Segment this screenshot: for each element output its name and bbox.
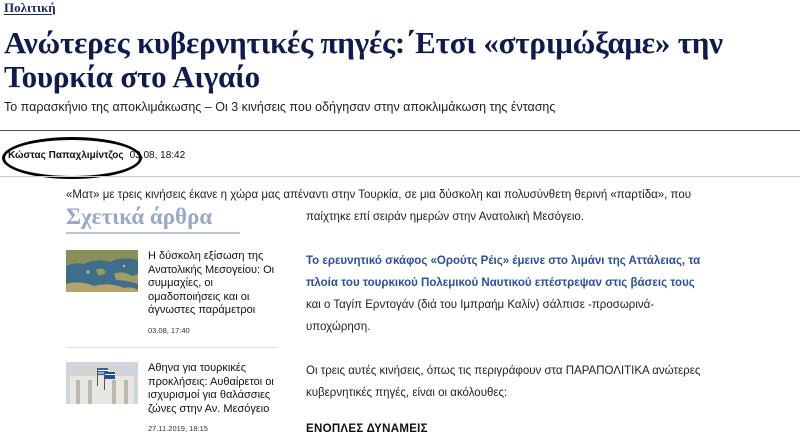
hand-drawn-circle-annotation (2, 137, 142, 179)
category-link[interactable]: Πολιτική (4, 0, 56, 15)
author-name[interactable]: Κώστας Παπαχλιμίντζος (8, 150, 124, 161)
building-flags-thumbnail-icon[interactable] (66, 362, 138, 404)
divider (66, 347, 278, 348)
related-article-date: 03.08, 17:40 (148, 325, 190, 335)
related-articles-heading: Σχετικά άρθρα (66, 204, 213, 229)
body-paragraph: Οι τρεις αυτές κινήσεις, όπως τις περιγράφουν στα ΠΑΡΑΠΟΛΙΤΙΚΑ ανώτερες κυβερνητικές πηγές, είναι οι ακόλουθες: (306, 365, 701, 399)
divider (66, 232, 240, 234)
article-subtitle: Το παρασκήνιο της αποκλιμάκωσης – Οι 3 κινήσεις που οδήγησαν στην αποκλιμάκωση της έντασης (4, 100, 556, 114)
related-article-text[interactable] (148, 250, 280, 337)
body-paragraph (306, 250, 702, 338)
divider (0, 176, 800, 177)
publish-date: 03.08, 18:42 (129, 150, 186, 161)
article-intro-text: «Ματ» με τρεις κινήσεις έκανε η χώρα μας απέναντι στην Τουρκία, σε μια δύσκολη και πολυσύνθετη θερινή «παρτίδα», που (66, 189, 691, 201)
related-article-title[interactable]: Αθηνα για τουρκικές προκλήσεις: Αυθαίρετοι οι ισχυρισμοί για θαλάσσιες ζώνες στην Αν. Μεσόγειο (148, 362, 274, 415)
body-text: και ο Ταγίπ Ερντογάν (διά του Ιμπραήμ Καλίν) σάλπισε -προσωρινά- υποχώρηση. (306, 299, 655, 333)
related-article-text[interactable] (148, 362, 280, 436)
map-thumbnail-icon[interactable] (66, 250, 138, 292)
article-link[interactable]: Το ερευνητικό σκάφος «Ορούτς Ρέις» έμεινε στο λιμάνι της Αττάλειας, τα πλοία του τουρκικού Πολεμικού Ναυτικού επέστρεψαν στις βάσεις τους (306, 255, 701, 289)
divider (0, 130, 800, 131)
article-headline: Ανώτερες κυβερνητικές πηγές:΄Ετσι «στριμώξαμε» την Τουρκία στο Αιγαίο (4, 25, 723, 94)
body-paragraph: παίχτηκε επί σειράν ημερών στην Ανατολική Μεσόγειο. (306, 211, 584, 223)
related-article-title[interactable]: Η δύσκολη εξίσωση της Ανατολικής Μεσογείου: Οι συμμαχίες, οι ομαδοποιήσεις και οι άγνωστες παράμετροι (148, 250, 275, 316)
section-heading: ΕΝΟΠΛΕΣ ΔΥΝΑΜΕΙΣ (306, 423, 428, 435)
related-article-date: 27.11.2019, 18:15 (148, 424, 208, 433)
article-body (306, 206, 702, 404)
